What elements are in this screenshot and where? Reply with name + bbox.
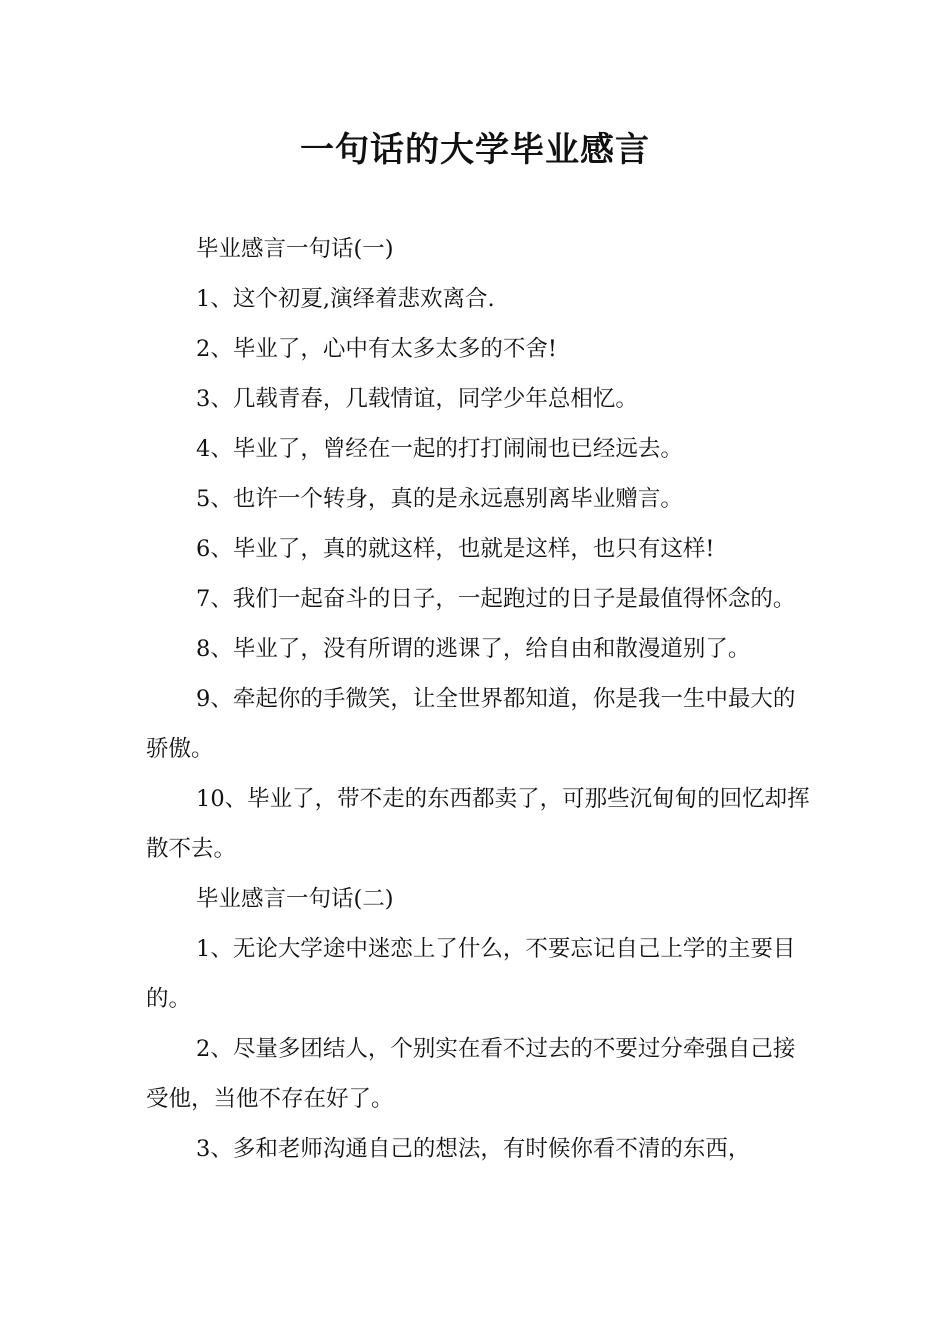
paragraph: 2、尽量多团结人，个别实在看不过去的不要过分牵强自己接受他，当他不存在好了。 xyxy=(146,1036,796,1112)
document-body xyxy=(146,224,810,1174)
paragraph: 2、毕业了，心中有太多太多的不舍! xyxy=(196,336,557,362)
paragraph: 7、我们一起奋斗的日子，一起跑过的日子是最值得怀念的。 xyxy=(196,586,796,612)
paragraph: 4、毕业了，曾经在一起的打打闹闹也已经远去。 xyxy=(196,436,683,462)
paragraph-section-heading-2: 毕业感言一句话(二) xyxy=(196,886,394,912)
paragraph: 9、牵起你的手微笑，让全世界都知道，你是我一生中最大的骄傲。 xyxy=(146,686,796,762)
paragraph: 1、这个初夏,演绎着悲欢离合. xyxy=(196,286,495,312)
paragraph: 10、毕业了，带不走的东西都卖了，可那些沉甸甸的回忆却挥散不去。 xyxy=(146,786,810,862)
paragraph-section-heading-1: 毕业感言一句话(一) xyxy=(196,236,394,262)
paragraph: 6、毕业了，真的就这样，也就是这样，也只有这样! xyxy=(196,536,715,562)
paragraph: 3、多和老师沟通自己的想法，有时候你看不清的东西， xyxy=(196,1136,751,1162)
paragraph: 8、毕业了，没有所谓的逃课了，给自由和散漫道别了。 xyxy=(196,636,751,662)
paragraph: 1、无论大学途中迷恋上了什么，不要忘记自己上学的主要目的。 xyxy=(146,936,796,1012)
paragraph: 3、几载青春，几载情谊，同学少年总相忆。 xyxy=(196,386,638,412)
paragraph: 5、也许一个转身，真的是永远惪别离毕业赠言。 xyxy=(196,486,683,512)
document-title: 一句话的大学毕业感言 xyxy=(300,130,650,170)
